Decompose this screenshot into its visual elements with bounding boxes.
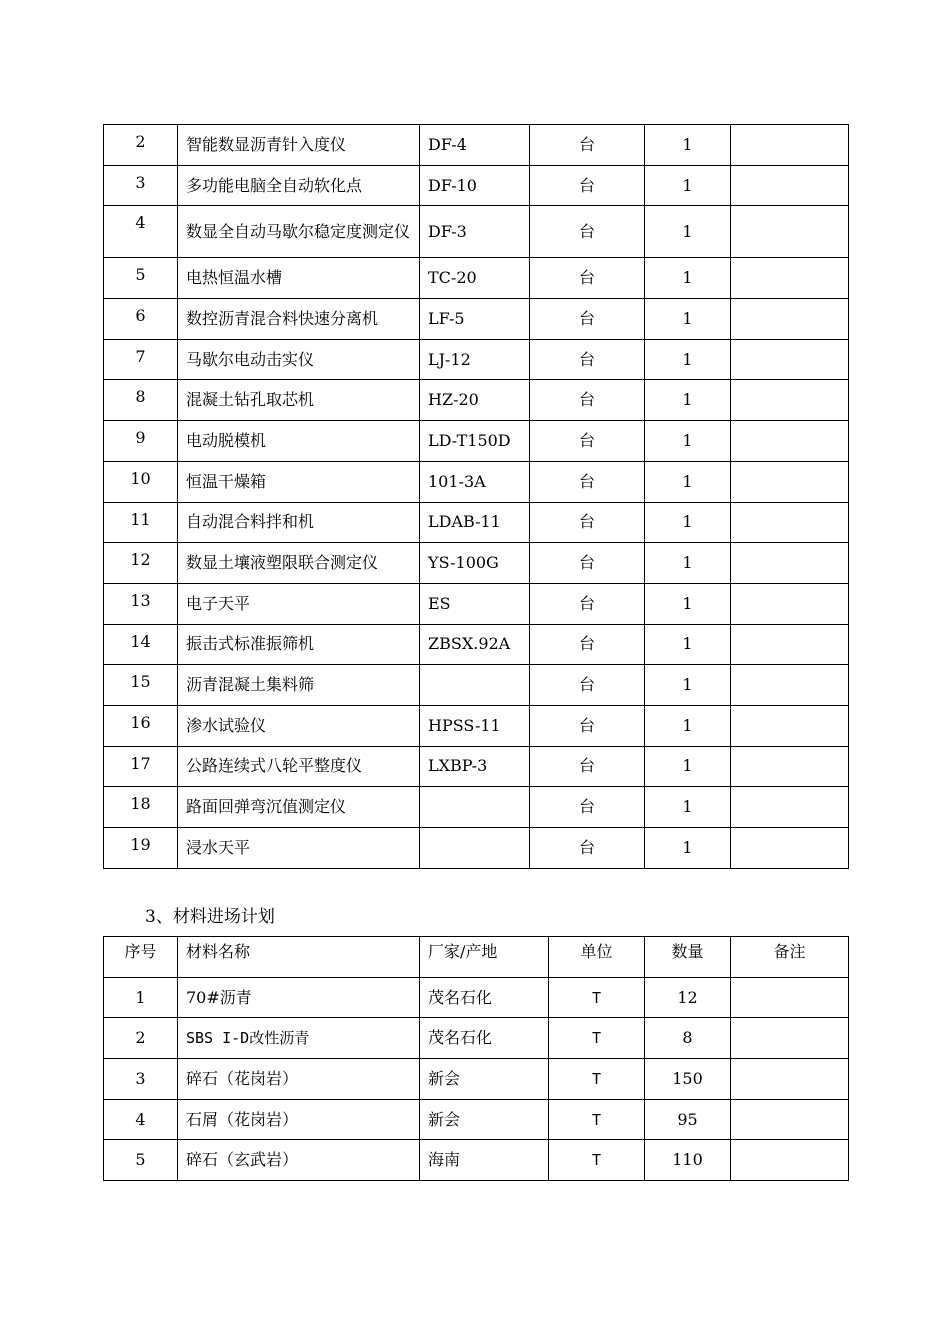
equipment-qty: 1 bbox=[645, 125, 731, 166]
equipment-name: 智能数显沥青针入度仪 bbox=[178, 125, 420, 166]
equipment-no: 3 bbox=[104, 165, 178, 206]
equipment-row bbox=[104, 258, 849, 299]
header-name: 材料名称 bbox=[178, 937, 420, 978]
equipment-model: LJ-12 bbox=[420, 339, 530, 380]
material-row bbox=[104, 1059, 849, 1100]
materials-table-body bbox=[104, 977, 849, 1180]
material-qty: 8 bbox=[645, 1018, 731, 1059]
equipment-row bbox=[104, 624, 849, 665]
header-unit: 单位 bbox=[549, 937, 645, 978]
equipment-no: 18 bbox=[104, 787, 178, 828]
equipment-model: 101-3A bbox=[420, 461, 530, 502]
material-name: 70#沥青 bbox=[178, 977, 420, 1018]
header-no: 序号 bbox=[104, 937, 178, 978]
material-note bbox=[731, 1018, 849, 1059]
section-heading: 3、材料进场计划 bbox=[145, 907, 275, 927]
equipment-table-body bbox=[104, 125, 849, 869]
material-origin: 海南 bbox=[420, 1140, 549, 1181]
material-no: 5 bbox=[104, 1140, 178, 1181]
equipment-unit: 台 bbox=[530, 299, 645, 340]
equipment-unit: 台 bbox=[530, 828, 645, 869]
equipment-no: 12 bbox=[104, 543, 178, 584]
equipment-no: 10 bbox=[104, 461, 178, 502]
equipment-model: LXBP-3 bbox=[420, 746, 530, 787]
header-note: 备注 bbox=[731, 937, 849, 978]
equipment-row bbox=[104, 165, 849, 206]
equipment-qty: 1 bbox=[645, 543, 731, 584]
material-unit: T bbox=[549, 1099, 645, 1140]
equipment-name: 电子天平 bbox=[178, 583, 420, 624]
equipment-unit: 台 bbox=[530, 125, 645, 166]
material-note bbox=[731, 1099, 849, 1140]
equipment-name: 路面回弹弯沉值测定仪 bbox=[178, 787, 420, 828]
equipment-model: ZBSX.92A bbox=[420, 624, 530, 665]
equipment-unit: 台 bbox=[530, 665, 645, 706]
material-qty: 150 bbox=[645, 1059, 731, 1100]
equipment-row bbox=[104, 206, 849, 258]
materials-header-row bbox=[104, 937, 849, 978]
equipment-name: 自动混合料拌和机 bbox=[178, 502, 420, 543]
material-name: 碎石（花岗岩） bbox=[178, 1059, 420, 1100]
equipment-no: 8 bbox=[104, 380, 178, 421]
equipment-row bbox=[104, 583, 849, 624]
equipment-row bbox=[104, 421, 849, 462]
equipment-model bbox=[420, 787, 530, 828]
equipment-note bbox=[731, 461, 849, 502]
equipment-model: DF-4 bbox=[420, 125, 530, 166]
equipment-no: 7 bbox=[104, 339, 178, 380]
equipment-note bbox=[731, 705, 849, 746]
material-row bbox=[104, 977, 849, 1018]
equipment-model: TC-20 bbox=[420, 258, 530, 299]
material-origin: 新会 bbox=[420, 1059, 549, 1100]
material-origin: 新会 bbox=[420, 1099, 549, 1140]
equipment-name: 马歇尔电动击实仪 bbox=[178, 339, 420, 380]
equipment-no: 6 bbox=[104, 299, 178, 340]
header-origin: 厂家/产地 bbox=[420, 937, 549, 978]
equipment-unit: 台 bbox=[530, 787, 645, 828]
material-row bbox=[104, 1018, 849, 1059]
equipment-note bbox=[731, 339, 849, 380]
material-note bbox=[731, 1140, 849, 1181]
equipment-row bbox=[104, 461, 849, 502]
material-name: 碎石（玄武岩） bbox=[178, 1140, 420, 1181]
material-unit: T bbox=[549, 1018, 645, 1059]
equipment-qty: 1 bbox=[645, 665, 731, 706]
equipment-unit: 台 bbox=[530, 380, 645, 421]
equipment-qty: 1 bbox=[645, 258, 731, 299]
material-name: SBS I-D改性沥青 bbox=[178, 1018, 420, 1059]
equipment-name: 振击式标准振筛机 bbox=[178, 624, 420, 665]
equipment-model: LF-5 bbox=[420, 299, 530, 340]
material-no: 2 bbox=[104, 1018, 178, 1059]
equipment-note bbox=[731, 543, 849, 584]
equipment-no: 15 bbox=[104, 665, 178, 706]
equipment-unit: 台 bbox=[530, 339, 645, 380]
material-unit: T bbox=[549, 1140, 645, 1181]
equipment-row bbox=[104, 705, 849, 746]
equipment-model: LDAB-11 bbox=[420, 502, 530, 543]
equipment-note bbox=[731, 583, 849, 624]
equipment-name: 公路连续式八轮平整度仪 bbox=[178, 746, 420, 787]
material-origin: 茂名石化 bbox=[420, 977, 549, 1018]
equipment-unit: 台 bbox=[530, 624, 645, 665]
equipment-model bbox=[420, 828, 530, 869]
equipment-model: ES bbox=[420, 583, 530, 624]
equipment-qty: 1 bbox=[645, 705, 731, 746]
equipment-row bbox=[104, 543, 849, 584]
material-no: 4 bbox=[104, 1099, 178, 1140]
equipment-note bbox=[731, 828, 849, 869]
equipment-model bbox=[420, 665, 530, 706]
materials-table bbox=[103, 936, 849, 1181]
equipment-unit: 台 bbox=[530, 746, 645, 787]
material-no: 3 bbox=[104, 1059, 178, 1100]
equipment-no: 11 bbox=[104, 502, 178, 543]
equipment-table bbox=[103, 124, 849, 869]
equipment-qty: 1 bbox=[645, 380, 731, 421]
equipment-unit: 台 bbox=[530, 165, 645, 206]
equipment-note bbox=[731, 421, 849, 462]
material-origin: 茂名石化 bbox=[420, 1018, 549, 1059]
equipment-name: 恒温干燥箱 bbox=[178, 461, 420, 502]
equipment-note bbox=[731, 624, 849, 665]
equipment-no: 4 bbox=[104, 206, 178, 258]
equipment-note bbox=[731, 206, 849, 258]
equipment-note bbox=[731, 787, 849, 828]
equipment-row bbox=[104, 787, 849, 828]
equipment-name: 沥青混凝土集料筛 bbox=[178, 665, 420, 706]
material-no: 1 bbox=[104, 977, 178, 1018]
equipment-name: 数显土壤液塑限联合测定仪 bbox=[178, 543, 420, 584]
equipment-unit: 台 bbox=[530, 461, 645, 502]
material-note bbox=[731, 977, 849, 1018]
equipment-no: 19 bbox=[104, 828, 178, 869]
equipment-no: 2 bbox=[104, 125, 178, 166]
equipment-name: 电动脱模机 bbox=[178, 421, 420, 462]
equipment-unit: 台 bbox=[530, 705, 645, 746]
material-qty: 12 bbox=[645, 977, 731, 1018]
equipment-no: 9 bbox=[104, 421, 178, 462]
equipment-unit: 台 bbox=[530, 421, 645, 462]
equipment-model: DF-3 bbox=[420, 206, 530, 258]
equipment-row bbox=[104, 502, 849, 543]
equipment-model: HZ-20 bbox=[420, 380, 530, 421]
equipment-note bbox=[731, 665, 849, 706]
equipment-unit: 台 bbox=[530, 583, 645, 624]
equipment-qty: 1 bbox=[645, 206, 731, 258]
equipment-no: 17 bbox=[104, 746, 178, 787]
equipment-name: 浸水天平 bbox=[178, 828, 420, 869]
equipment-qty: 1 bbox=[645, 461, 731, 502]
equipment-model: YS-100G bbox=[420, 543, 530, 584]
material-qty: 110 bbox=[645, 1140, 731, 1181]
equipment-note bbox=[731, 165, 849, 206]
equipment-qty: 1 bbox=[645, 339, 731, 380]
material-name: 石屑（花岗岩） bbox=[178, 1099, 420, 1140]
material-row bbox=[104, 1099, 849, 1140]
equipment-no: 5 bbox=[104, 258, 178, 299]
material-unit: T bbox=[549, 1059, 645, 1100]
equipment-qty: 1 bbox=[645, 746, 731, 787]
equipment-name: 渗水试验仪 bbox=[178, 705, 420, 746]
equipment-unit: 台 bbox=[530, 543, 645, 584]
equipment-note bbox=[731, 746, 849, 787]
equipment-model: HPSS-11 bbox=[420, 705, 530, 746]
equipment-name: 数显全自动马歇尔稳定度测定仪 bbox=[178, 206, 420, 258]
equipment-unit: 台 bbox=[530, 502, 645, 543]
material-row bbox=[104, 1140, 849, 1181]
equipment-name: 数控沥青混合料快速分离机 bbox=[178, 299, 420, 340]
header-qty: 数量 bbox=[645, 937, 731, 978]
equipment-name: 多功能电脑全自动软化点 bbox=[178, 165, 420, 206]
equipment-note bbox=[731, 125, 849, 166]
equipment-no: 13 bbox=[104, 583, 178, 624]
equipment-qty: 1 bbox=[645, 299, 731, 340]
equipment-row bbox=[104, 746, 849, 787]
equipment-name: 电热恒温水槽 bbox=[178, 258, 420, 299]
equipment-note bbox=[731, 258, 849, 299]
equipment-model: LD-T150D bbox=[420, 421, 530, 462]
equipment-note bbox=[731, 502, 849, 543]
equipment-row bbox=[104, 665, 849, 706]
equipment-note bbox=[731, 380, 849, 421]
material-unit: T bbox=[549, 977, 645, 1018]
equipment-qty: 1 bbox=[645, 787, 731, 828]
material-note bbox=[731, 1059, 849, 1100]
equipment-qty: 1 bbox=[645, 421, 731, 462]
equipment-row bbox=[104, 125, 849, 166]
equipment-name: 混凝土钻孔取芯机 bbox=[178, 380, 420, 421]
equipment-row bbox=[104, 828, 849, 869]
equipment-row bbox=[104, 339, 849, 380]
equipment-model: DF-10 bbox=[420, 165, 530, 206]
equipment-no: 14 bbox=[104, 624, 178, 665]
equipment-qty: 1 bbox=[645, 165, 731, 206]
equipment-row bbox=[104, 380, 849, 421]
equipment-unit: 台 bbox=[530, 258, 645, 299]
equipment-qty: 1 bbox=[645, 624, 731, 665]
equipment-unit: 台 bbox=[530, 206, 645, 258]
material-qty: 95 bbox=[645, 1099, 731, 1140]
equipment-qty: 1 bbox=[645, 502, 731, 543]
equipment-note bbox=[731, 299, 849, 340]
equipment-qty: 1 bbox=[645, 583, 731, 624]
equipment-qty: 1 bbox=[645, 828, 731, 869]
equipment-no: 16 bbox=[104, 705, 178, 746]
equipment-row bbox=[104, 299, 849, 340]
